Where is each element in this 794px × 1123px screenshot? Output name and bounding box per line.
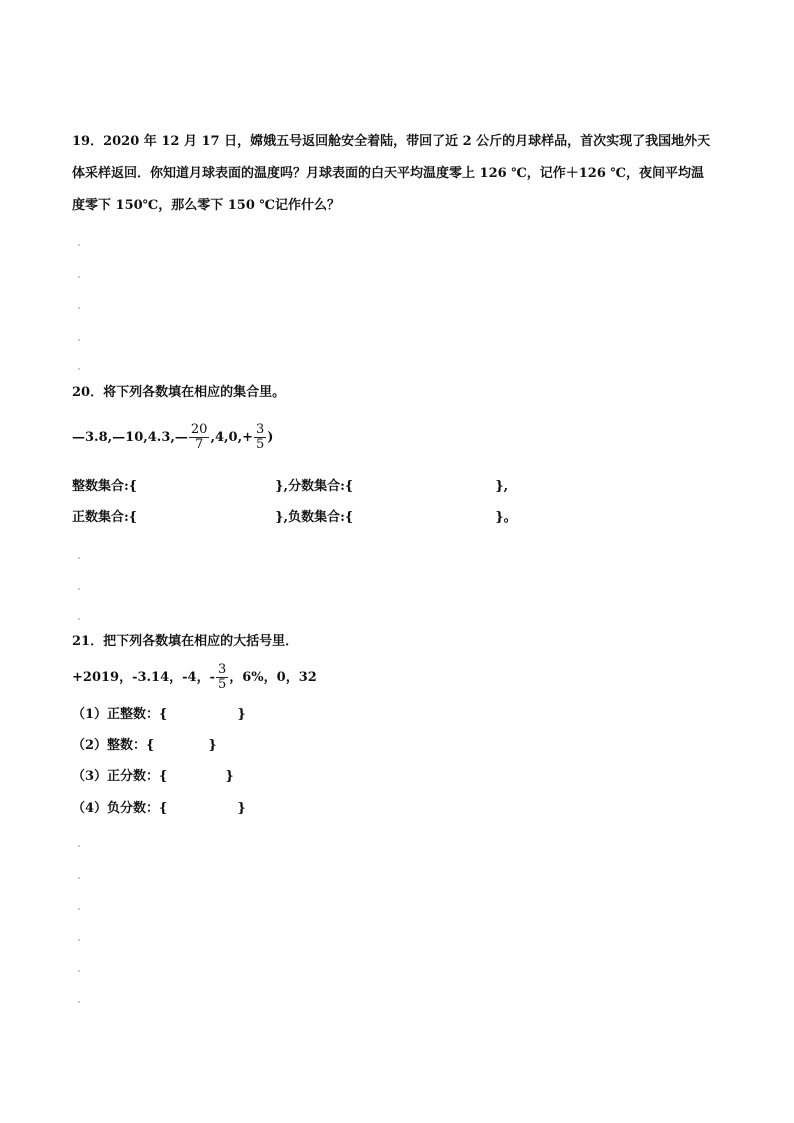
q21-numbers: [72, 660, 317, 696]
q20-set-row-2: 正数集合:{ },负数集合:{ }。: [72, 510, 517, 525]
answer-space-dot: [78, 244, 80, 246]
answer-space-dot: [78, 845, 80, 847]
q21-item-2: （2）整数：{ }: [72, 738, 217, 753]
positive-integer-label: （1）正整数：{: [72, 707, 168, 722]
q21-title: 21．把下列各数填在相应的大括号里．: [72, 634, 299, 649]
q19-line-2: 体采样返回．你知道月球表面的温度吗？月球表面的白天平均温度零上 126 ℃，记作＋126 ℃，夜间平均温: [72, 166, 705, 181]
answer-space-dot: [78, 339, 80, 341]
q21-item-4: （4）负分数：{ }: [72, 801, 246, 816]
q21-numbers-prefix: +2019，-3.14，-4，-: [72, 670, 215, 685]
answer-space-dot: [78, 588, 80, 590]
positive-set-label: 正数集合:{: [72, 510, 138, 525]
q19-line-1: 19．2020 年 12 月 17 日，嫦娥五号返回舱安全着陆，带回了近 2 公斤的月球样品，首次实现了我国地外天: [72, 134, 711, 149]
negative-fraction-label: （4）负分数：{: [72, 801, 168, 816]
q20-fraction-1: $\frac{20}{7}$: [190, 422, 208, 452]
answer-space-dot: [78, 618, 80, 620]
integer-label: （2）整数：{: [72, 738, 155, 753]
q21-numbers-suffix: ，6%，0，32: [229, 670, 317, 685]
q20-fraction-2: $\frac{3}{5}$: [256, 422, 265, 452]
answer-space-dot: [78, 939, 80, 941]
q19-line-3: 度零下 150℃，那么零下 150 ℃记作什么？: [72, 198, 341, 213]
positive-fraction-label: （3）正分数：{: [72, 769, 168, 784]
q20-set-row-1: 整数集合:{ },分数集合:{ },: [72, 479, 509, 494]
answer-space-dot: [78, 307, 80, 309]
q21-item-1: （1）正整数：{ }: [72, 707, 246, 722]
integer-set-label: 整数集合:{: [72, 479, 138, 494]
q20-numbers-suffix: ): [267, 430, 274, 445]
q21-fraction: $\frac{3}{5}$: [217, 662, 227, 692]
answer-space-dot: [78, 368, 80, 370]
answer-space-dot: [78, 557, 80, 559]
q21-item-3: （3）正分数：{ }: [72, 769, 234, 784]
q20-numbers: [72, 420, 273, 456]
answer-space-dot: [78, 1001, 80, 1003]
answer-space-dot: [78, 970, 80, 972]
q20-title: 20．将下列各数填在相应的集合里。: [72, 385, 286, 400]
negative-set-label: 负数集合:{: [288, 510, 354, 525]
q20-numbers-prefix: —3.8,—10,4.3,—: [72, 430, 188, 445]
answer-space-dot: [78, 877, 80, 879]
answer-space-dot: [78, 276, 80, 278]
fraction-set-label: 分数集合:{: [288, 479, 354, 494]
q20-numbers-middle: ,4,0,+: [210, 430, 254, 445]
answer-space-dot: [78, 908, 80, 910]
